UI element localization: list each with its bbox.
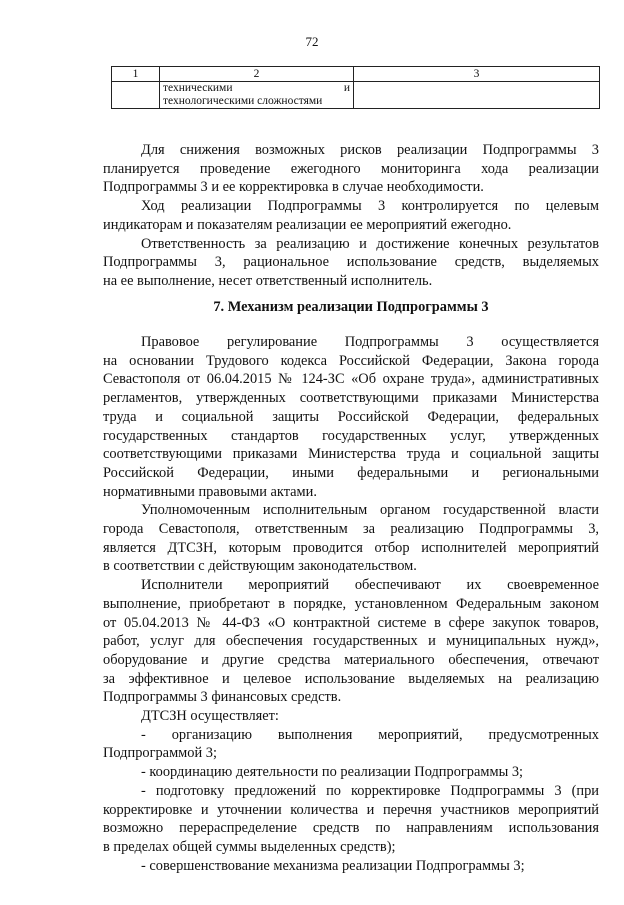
table-header-cell: 1	[112, 67, 160, 82]
paragraph: Исполнители мероприятий обеспечивают их своевременное выполнение, приобретают в порядке, установленном Федеральным законом от 05.04.2013 № 44-ФЗ «О контрактной системе в сфере закупок товаров, работ, услуг для обеспечения государственных и муниципальных нужд», оборудование и другие средства материального обеспечения, отвечают за эффективное и целевое использование выделяемых на реализацию Подпрограммы 3 финансовых средств.	[103, 577, 599, 706]
table-cell-line: технологическими сложностями	[163, 95, 323, 107]
paragraph: Ответственность за реализацию и достижение конечных результатов Подпрограммы 3, рациональное использование средств, выделяемых на ее выполнение, несет ответственный исполнитель.	[103, 235, 599, 289]
list-item: - подготовку предложений по корректировке Подпрограммы 3 (при корректировке и уточнении количества и перечня участников мероприятий возможно перераспределение средств по направлениям использования в пределах общей суммы выделенных средств);	[103, 782, 599, 855]
paragraph: Для снижения возможных рисков реализации Подпрограммы 3 планируется проведение ежегодного мониторинга хода реализации Подпрограммы 3 и ее корректировка в случае необходимости.	[103, 142, 599, 196]
table-row	[112, 82, 600, 109]
list-item: - организацию выполнения мероприятий, предусмотренных Подпрограммой 3;	[103, 726, 599, 762]
section-heading: 7. Механизм реализации Подпрограммы 3	[213, 299, 489, 315]
page-number: 72	[305, 34, 319, 49]
paragraph: Правовое регулирование Подпрограммы 3 осуществляется на основании Трудового кодекса Российской Федерации, Закона города Севастополя от 06.04.2015 № 124-ЗС «Об охране труда», административных регламентов, утвержденных соответствующими приказами Министерства труда и социальной защиты Российской Федерации, федеральных государственных стандартов государственных услуг, утвержденных соответствующими приказами Министерства труда и социальной защиты Российской Федерации, иными федеральными и региональными нормативными правовыми актами.	[103, 334, 599, 500]
table-cell-line: техническими и	[163, 82, 350, 94]
paragraph: Ход реализации Подпрограммы 3 контролируется по целевым индикаторам и показателям реализации ее мероприятий ежегодно.	[103, 198, 599, 233]
section-body	[103, 333, 599, 875]
table-header-cell: 2	[160, 67, 354, 82]
table-header-cell: 3	[354, 67, 600, 82]
list-item: - координацию деятельности по реализации Подпрограммы 3;	[141, 764, 524, 781]
table-cell	[160, 82, 354, 109]
paragraph: Уполномоченным исполнительным органом государственной власти города Севастополя, ответственным за реализацию Подпрограммы 3, является ДТСЗН, которым проводится отбор исполнителей мероприятий в соответствии с действующим законодательством.	[103, 502, 599, 575]
continuation-table	[111, 66, 600, 109]
table-header-row	[112, 67, 600, 82]
list-item: - совершенствование механизма реализации Подпрограммы 3;	[141, 857, 525, 874]
paragraph: ДТСЗН осуществляет:	[141, 708, 279, 725]
table-cell	[112, 82, 160, 109]
intro-text-block	[103, 141, 599, 291]
table-cell	[354, 82, 600, 109]
